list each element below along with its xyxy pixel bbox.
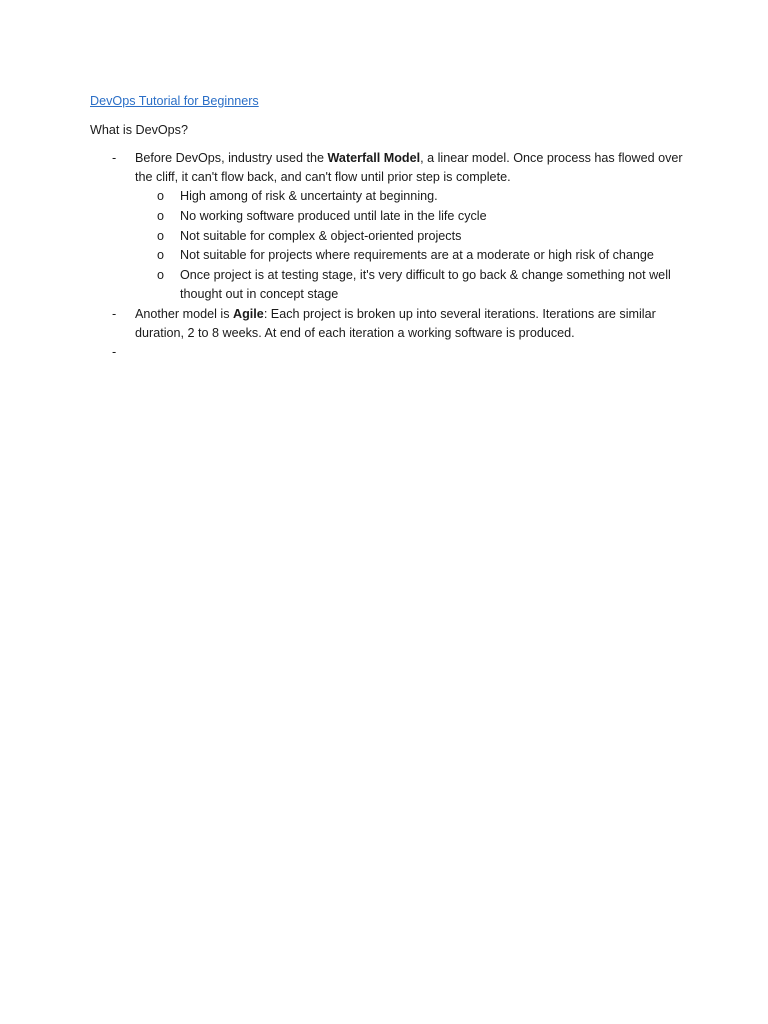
bullet-text-post: : Each project is broken up into several iterations. Iterations are similar duration, 2 to 8 weeks. At end of each iteration a working software is produced.: [135, 306, 656, 341]
sub-item-text: No working software produced until late in the life cycle: [180, 209, 487, 223]
bullet-text-pre: Another model is: [135, 306, 234, 321]
sub-marker: o: [157, 267, 165, 282]
list-item: [90, 149, 688, 305]
page-heading: What is DevOps?: [90, 123, 188, 137]
bullet-text-bold: Waterfall Model: [327, 151, 421, 165]
sub-list-item: [135, 246, 688, 266]
bullet-list: [90, 149, 688, 363]
sub-item-text: Not suitable for projects where requirements are at a moderate or high risk of change: [180, 248, 654, 263]
list-item-empty: [90, 343, 688, 362]
sub-list: [135, 187, 688, 305]
bullet-marker: -: [112, 345, 117, 360]
sub-list-item: [135, 207, 688, 227]
bullet-text: [135, 151, 683, 184]
bullet-text-post: , a linear model. Once process has flowed over the cliff, it can't flow back, and can't flow until prior step is complete.: [135, 151, 683, 185]
bullet-text-pre: Before DevOps, industry used the: [135, 151, 328, 165]
sub-marker: o: [157, 248, 165, 263]
sub-marker: o: [157, 228, 165, 243]
sub-item-text: Once project is at testing stage, it's very difficult to go back & change something not well thought out in concept stage: [180, 267, 671, 302]
bullet-text: [135, 307, 656, 340]
tutorial-link[interactable]: DevOps Tutorial for Beginners: [90, 94, 259, 108]
sub-list-item: [135, 187, 688, 207]
bullet-marker: -: [112, 306, 117, 321]
bullet-text-bold: Agile: [233, 306, 264, 321]
sub-list-item: [135, 227, 688, 247]
sub-marker: o: [157, 189, 165, 204]
sub-marker: o: [157, 209, 165, 223]
bullet-marker: -: [112, 151, 117, 165]
sub-item-text: High among of risk & uncertainty at beginning.: [180, 189, 438, 204]
sub-item-text: Not suitable for complex & object-oriented projects: [180, 228, 462, 243]
sub-list-item: [135, 266, 688, 305]
list-item: [90, 305, 688, 343]
